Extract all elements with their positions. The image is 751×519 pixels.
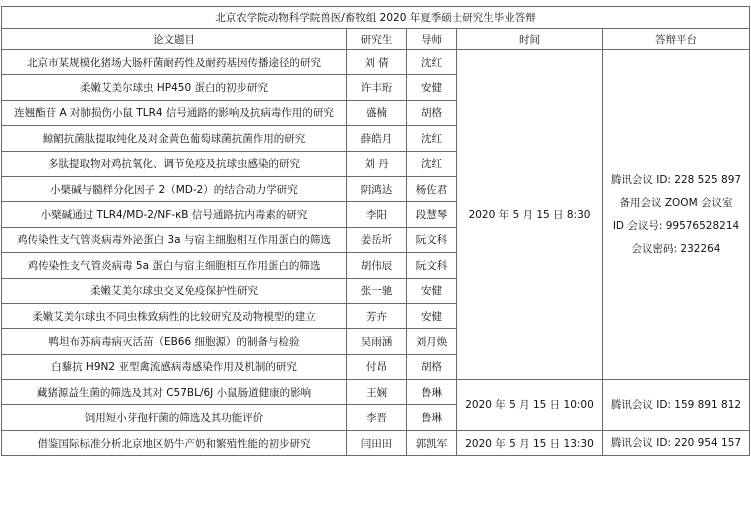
platform-line: 备用会议 ZOOM 会议室 [619, 196, 733, 209]
advisor-name: 沈红 [407, 151, 457, 176]
student-name: 胡伟辰 [347, 253, 407, 278]
advisor-name: 阮文科 [407, 227, 457, 252]
student-name: 刘 倩 [347, 50, 407, 75]
advisor-name: 鲁琳 [407, 380, 457, 405]
student-name: 阴鸿达 [347, 176, 407, 201]
table-title: 北京农学院动物科学院兽医/畜牧组 2020 年夏季硕士研究生毕业答辩 [2, 7, 750, 29]
platform-line: 腾讯会议 ID: 228 525 897 [610, 173, 742, 186]
advisor-name: 刘月焕 [407, 329, 457, 354]
session-time-1: 2020 年 5 月 15 日 8:30 [457, 50, 603, 380]
student-name: 王娴 [347, 380, 407, 405]
thesis-topic: 鸭坦布苏病毒病灭活苗（EB66 细胞源）的制备与检验 [2, 329, 347, 354]
thesis-topic: 柔嫩艾美尔球虫不同虫株致病性的比较研究及动物模型的建立 [2, 303, 347, 328]
advisor-name: 胡格 [407, 354, 457, 379]
student-name: 李晋 [347, 405, 407, 430]
thesis-topic: 连翘酯苷 A 对肺损伤小鼠 TLR4 信号通路的影响及抗病毒作用的研究 [2, 100, 347, 125]
advisor-name: 安健 [407, 75, 457, 100]
column-header-platform: 答辩平台 [603, 29, 750, 50]
advisor-name: 杨佐君 [407, 176, 457, 201]
thesis-topic: 多肽提取物对鸡抗氧化、调节免疫及抗球虫感染的研究 [2, 151, 347, 176]
advisor-name: 安健 [407, 278, 457, 303]
platform-line: 会议密码: 232264 [631, 243, 721, 256]
session-time-3: 2020 年 5 月 15 日 13:30 [457, 430, 603, 455]
advisor-name: 郭凯军 [407, 430, 457, 455]
thesis-topic: 鸡传染性支气管炎病毒外泌蛋白 3a 与宿主细胞相互作用蛋白的筛选 [2, 227, 347, 252]
student-name: 薛皓月 [347, 126, 407, 151]
student-name: 芳卉 [347, 303, 407, 328]
advisor-name: 鲁琳 [407, 405, 457, 430]
thesis-topic: 鸡传染性支气管炎病毒 5a 蛋白与宿主细胞相互作用蛋白的筛选 [2, 253, 347, 278]
student-name: 付昂 [347, 354, 407, 379]
platform-line: ID 会议号: 99576528214 [612, 220, 740, 233]
platform-line: 腾讯会议 ID: 159 891 812 [610, 398, 742, 411]
column-header-advisor: 导师 [407, 29, 457, 50]
thesis-topic: 白藜抗 H9N2 亚型禽流感病毒感染作用及机制的研究 [2, 354, 347, 379]
student-name: 姜岳圻 [347, 227, 407, 252]
thesis-topic: 北京市某规模化猪场大肠杆菌耐药性及耐药基因传播途径的研究 [2, 50, 347, 75]
thesis-topic: 柔嫩艾美尔球虫 HP450 蛋白的初步研究 [2, 75, 347, 100]
advisor-name: 沈红 [407, 126, 457, 151]
advisor-name: 沈红 [407, 50, 457, 75]
thesis-topic: 借鉴国际标准分析北京地区奶牛产奶和繁殖性能的初步研究 [2, 430, 347, 455]
student-name: 张一驰 [347, 278, 407, 303]
student-name: 刘 丹 [347, 151, 407, 176]
thesis-topic: 藏猪源益生菌的筛选及其对 C57BL/6J 小鼠肠道健康的影响 [2, 380, 347, 405]
defense-schedule-table [1, 6, 750, 456]
column-header-time: 时间 [457, 29, 603, 50]
thesis-topic: 鲸鲳抗菌肽提取纯化及对金黄色葡萄球菌抗菌作用的研究 [2, 126, 347, 151]
column-header-student: 研究生 [347, 29, 407, 50]
thesis-topic: 小檗碱与髓样分化因子 2（MD-2）的结合动力学研究 [2, 176, 347, 201]
session-platform-2 [603, 380, 750, 431]
thesis-topic: 饲用短小芽孢杆菌的筛选及其功能评价 [2, 405, 347, 430]
session-platform-3 [603, 430, 750, 455]
advisor-name: 阮文科 [407, 253, 457, 278]
student-name: 吴雨涵 [347, 329, 407, 354]
student-name: 闫田田 [347, 430, 407, 455]
table-row [2, 430, 750, 455]
thesis-topic: 柔嫩艾美尔球虫交叉免疫保护性研究 [2, 278, 347, 303]
session-platform-1 [603, 50, 750, 380]
platform-line: 腾讯会议 ID: 220 954 157 [610, 437, 742, 450]
table-row [2, 380, 750, 405]
advisor-name: 胡格 [407, 100, 457, 125]
thesis-topic: 小檗碱通过 TLR4/MD-2/NF-κB 信号通路抗内毒素的研究 [2, 202, 347, 227]
student-name: 许丰珩 [347, 75, 407, 100]
table-body [2, 50, 750, 456]
advisor-name: 段慧琴 [407, 202, 457, 227]
student-name: 李阳 [347, 202, 407, 227]
column-header-topic: 论文题目 [2, 29, 347, 50]
session-time-2: 2020 年 5 月 15 日 10:00 [457, 380, 603, 431]
table-row [2, 50, 750, 75]
student-name: 盛楠 [347, 100, 407, 125]
advisor-name: 安健 [407, 303, 457, 328]
